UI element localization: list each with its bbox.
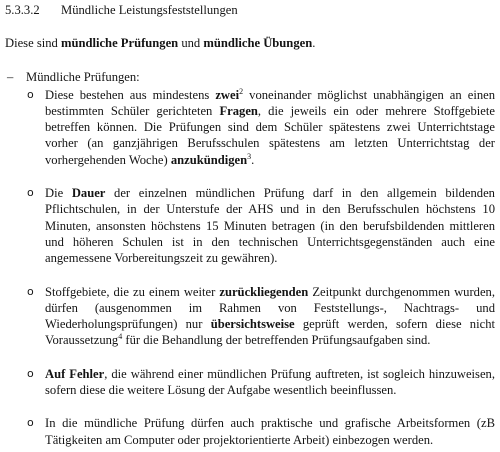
intro-text: und <box>178 36 204 50</box>
intro-paragraph <box>5 35 495 51</box>
item-bold: anzukündigen <box>170 152 248 167</box>
list-item-4 <box>5 366 495 399</box>
item-text: Diese bestehen aus mindestens <box>45 87 216 102</box>
document-page <box>5 2 495 448</box>
circle-bullet-icon: o <box>27 284 34 298</box>
section-number: 5.3.3.2 <box>5 3 40 17</box>
section-title: Mündliche Leistungsfeststellungen <box>61 3 238 17</box>
intro-bold-oral-exams: mündliche Prüfungen <box>60 36 179 50</box>
item-bold: übersichtsweise <box>210 317 295 332</box>
circle-bullet-icon: o <box>27 186 34 200</box>
list-item-5 <box>5 415 495 448</box>
circle-bullet-icon: o <box>27 87 34 101</box>
footnote-marker: 2 <box>239 86 244 96</box>
item-text: , die während einer mündlichen Prüfung auftreten, ist sogleich hinzuweisen, sofern diese die weitere Lösung der Aufgabe wesentlich beeinflussen. <box>45 366 495 398</box>
item-bold: Dauer <box>71 186 106 201</box>
item-text: . <box>251 152 255 167</box>
item-text: Zeitpunkt durchgenommen wurden, dürfen (ausgenommen im Rahmen von Feststellungs-, Nachtrags- und Wiederholungsprüfungen) nur <box>45 284 495 332</box>
item-text: Stoffgebiete, die zu einem weiter <box>45 284 220 299</box>
item-text: , die jeweils ein oder mehrere Stoffgebiete betreffen können. Die Prüfungen sind dem Schüler spätestens zwei Unterrichtstage vorher (an ganzjährigen Berufsschulen spätestens am letzten Unterrichtstag der vorhergehenden Woche) <box>45 103 495 167</box>
item-text: voneinander möglichst unabhängigen an einen bestimmten Schüler gerichteten <box>45 87 495 118</box>
list-item-2 <box>5 185 495 266</box>
list-item-3 <box>5 284 495 349</box>
item-text: der einzelnen mündlichen Prüfung darf in den allgemein bildenden Pflichtschulen, in der Unterstufe der AHS und in den Berufsschulen höchstens 10 Minuten, ansonsten höchstens 15 Minuten betragen (in den berufsbildenden mittleren und höheren Schulen ist in den technischen Unterrichtsgegenständen auch eine angemessene Vorbereitungszeit zu gewähren). <box>45 186 495 266</box>
item-text: für die Behandlung der betreffenden Prüfungsaufgaben sind. <box>122 333 431 348</box>
item-text: geprüft werden, sofern diese nicht Voraussetzung <box>45 317 495 348</box>
list-title: Mündliche Prüfungen: <box>26 70 140 85</box>
item-bold: Fragen <box>219 103 258 118</box>
intro-bold-oral-exercises: mündliche Übungen <box>203 36 313 50</box>
item-text: In die mündliche Prüfung dürfen auch praktische und grafische Arbeitsformen (zB Tätigkeiten am Computer oder projektorientierte Arbeit) einbezogen werden. <box>45 416 495 447</box>
circle-bullet-icon: o <box>27 416 34 430</box>
footnote-marker: 3 <box>247 151 252 161</box>
item-bold: zwei <box>215 87 240 102</box>
section-heading <box>5 2 495 18</box>
dash-bullet: – <box>7 70 14 85</box>
intro-text: . <box>312 36 316 50</box>
item-bold: zurückliegenden <box>219 284 309 299</box>
circle-bullet-icon: o <box>27 366 34 380</box>
item-text: Die <box>45 186 72 201</box>
footnote-marker: 4 <box>118 332 123 342</box>
list-heading <box>5 69 495 85</box>
item-bold: Auf Fehler <box>45 366 105 381</box>
list-item-1 <box>5 87 495 168</box>
intro-text: Diese sind <box>5 36 61 50</box>
